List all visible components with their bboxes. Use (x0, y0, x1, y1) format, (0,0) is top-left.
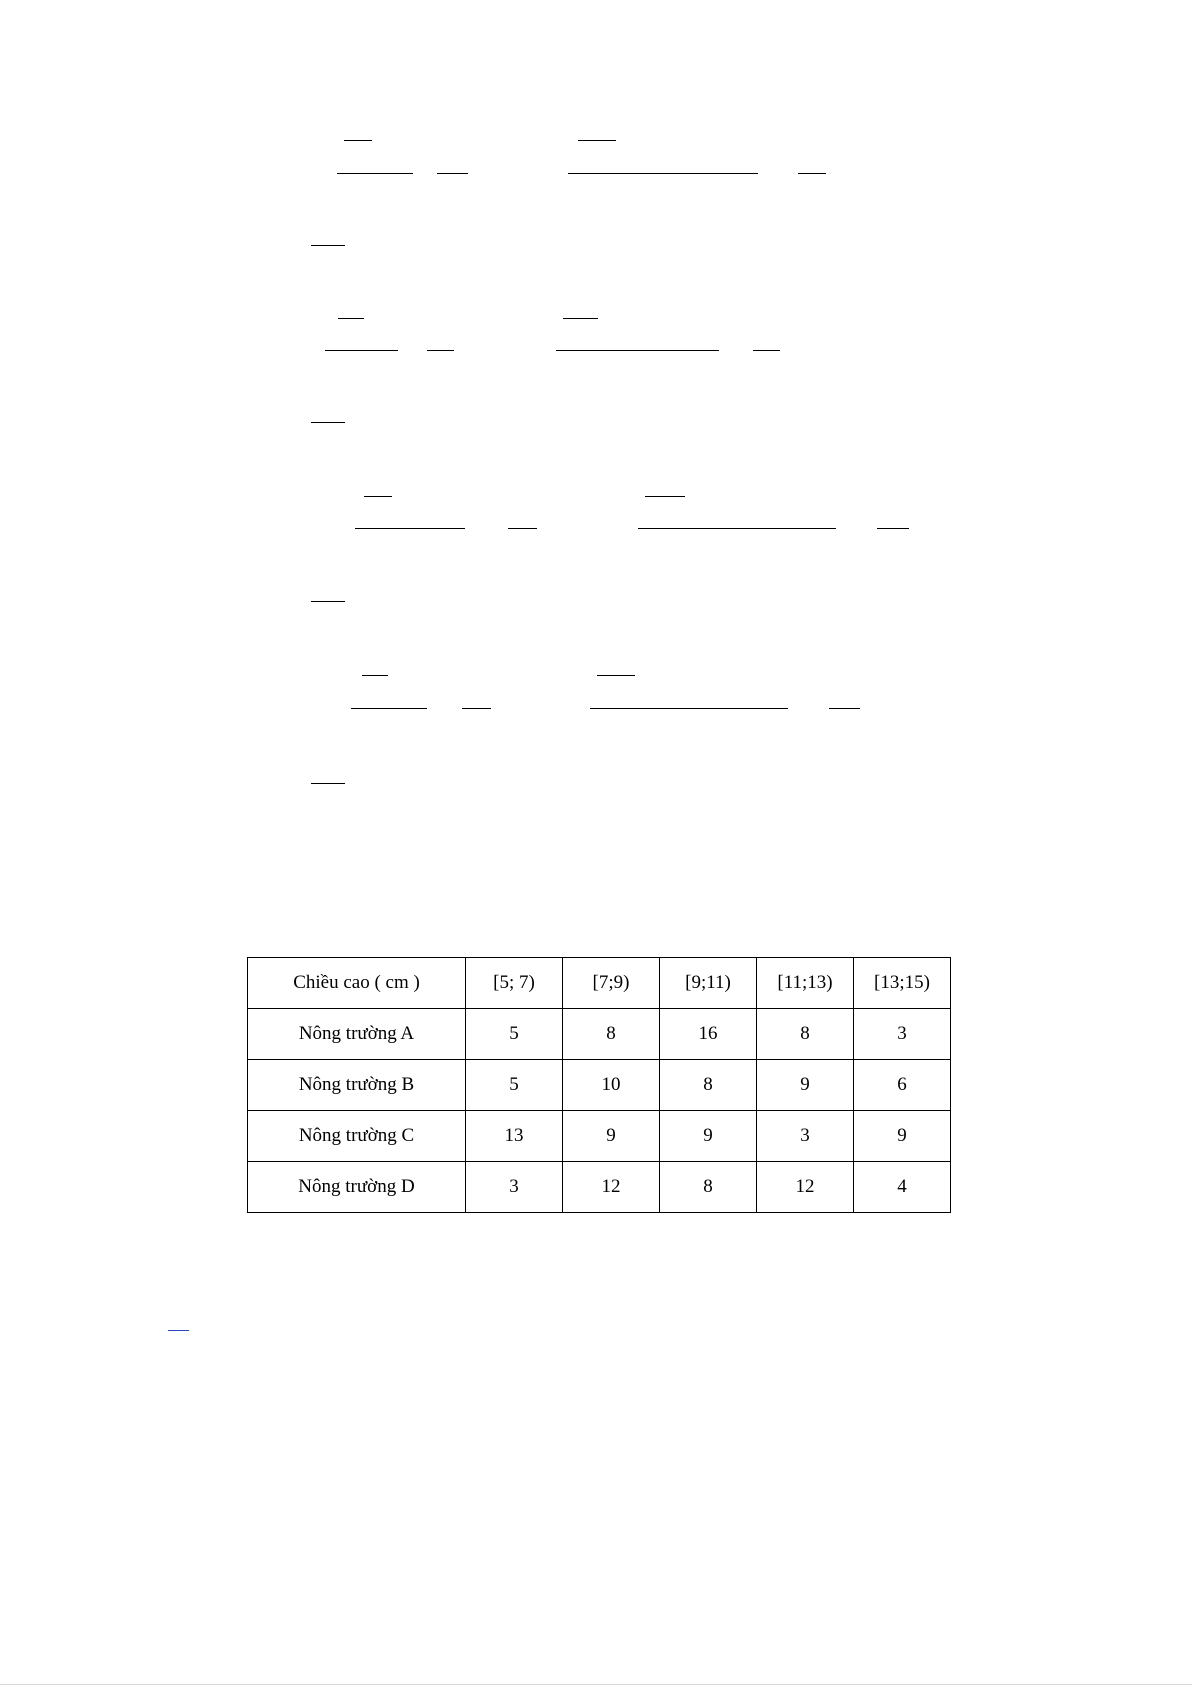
column-header-1: [5; 7) (466, 958, 563, 1009)
rule-5-numerator (563, 318, 598, 319)
rule-11-tail (829, 708, 860, 709)
rule-5-tail (753, 350, 780, 351)
rule-13-link[interactable] (168, 1330, 189, 1331)
rule-4-numerator (338, 318, 364, 319)
table-row (248, 1111, 951, 1162)
rule-1-tail (437, 173, 468, 174)
table-row (248, 1060, 951, 1111)
table-header (248, 958, 951, 1009)
rule-11-bar (590, 708, 788, 709)
cell-value: 8 (563, 1009, 660, 1060)
statistics-table (247, 957, 951, 1213)
cell-value: 12 (563, 1162, 660, 1213)
rule-9-bar (311, 601, 345, 602)
cell-value: 9 (757, 1060, 854, 1111)
column-header-2: [7;9) (563, 958, 660, 1009)
cell-value: 12 (757, 1162, 854, 1213)
column-header-4: [11;13) (757, 958, 854, 1009)
cell-value: 10 (563, 1060, 660, 1111)
column-header-0: Chiều cao ( cm ) (248, 958, 466, 1009)
cell-value: 8 (757, 1009, 854, 1060)
statistics-table-container (247, 957, 951, 1213)
cell-value: 9 (660, 1111, 757, 1162)
cell-value: 8 (660, 1162, 757, 1213)
rule-2-bar (568, 173, 758, 174)
rule-12-bar (311, 783, 345, 784)
rule-2-tail (798, 173, 826, 174)
rule-4-bar (325, 350, 398, 351)
cell-value: 8 (660, 1060, 757, 1111)
cell-value: 3 (466, 1162, 563, 1213)
rule-5-bar (556, 350, 719, 351)
rule-11-numerator (597, 675, 635, 676)
rule-1-numerator (344, 140, 372, 141)
row-label: Nông trường B (248, 1060, 466, 1111)
cell-value: 6 (854, 1060, 951, 1111)
rule-10-bar (351, 708, 427, 709)
rule-7-numerator (364, 496, 392, 497)
cell-value: 9 (854, 1111, 951, 1162)
cell-value: 4 (854, 1162, 951, 1213)
table-header-row (248, 958, 951, 1009)
cell-value: 16 (660, 1009, 757, 1060)
column-header-5: [13;15) (854, 958, 951, 1009)
rule-10-tail (462, 708, 491, 709)
cell-value: 5 (466, 1009, 563, 1060)
rule-3-bar (311, 245, 345, 246)
rule-8-bar (638, 528, 836, 529)
row-label: Nông trường A (248, 1009, 466, 1060)
cell-value: 13 (466, 1111, 563, 1162)
table-row (248, 1162, 951, 1213)
rule-1-bar (337, 173, 413, 174)
cell-value: 3 (757, 1111, 854, 1162)
rule-7-tail (508, 528, 537, 529)
column-header-3: [9;11) (660, 958, 757, 1009)
cell-value: 5 (466, 1060, 563, 1111)
rule-10-numerator (362, 675, 388, 676)
rule-4-tail (427, 350, 454, 351)
table-row (248, 1009, 951, 1060)
table-body (248, 1009, 951, 1213)
rule-8-tail (877, 528, 909, 529)
cell-value: 3 (854, 1009, 951, 1060)
rule-2-numerator (578, 140, 616, 141)
rule-8-numerator (645, 496, 685, 497)
cell-value: 9 (563, 1111, 660, 1162)
row-label: Nông trường C (248, 1111, 466, 1162)
row-label: Nông trường D (248, 1162, 466, 1213)
rule-6-bar (311, 422, 345, 423)
rule-7-bar (355, 528, 465, 529)
